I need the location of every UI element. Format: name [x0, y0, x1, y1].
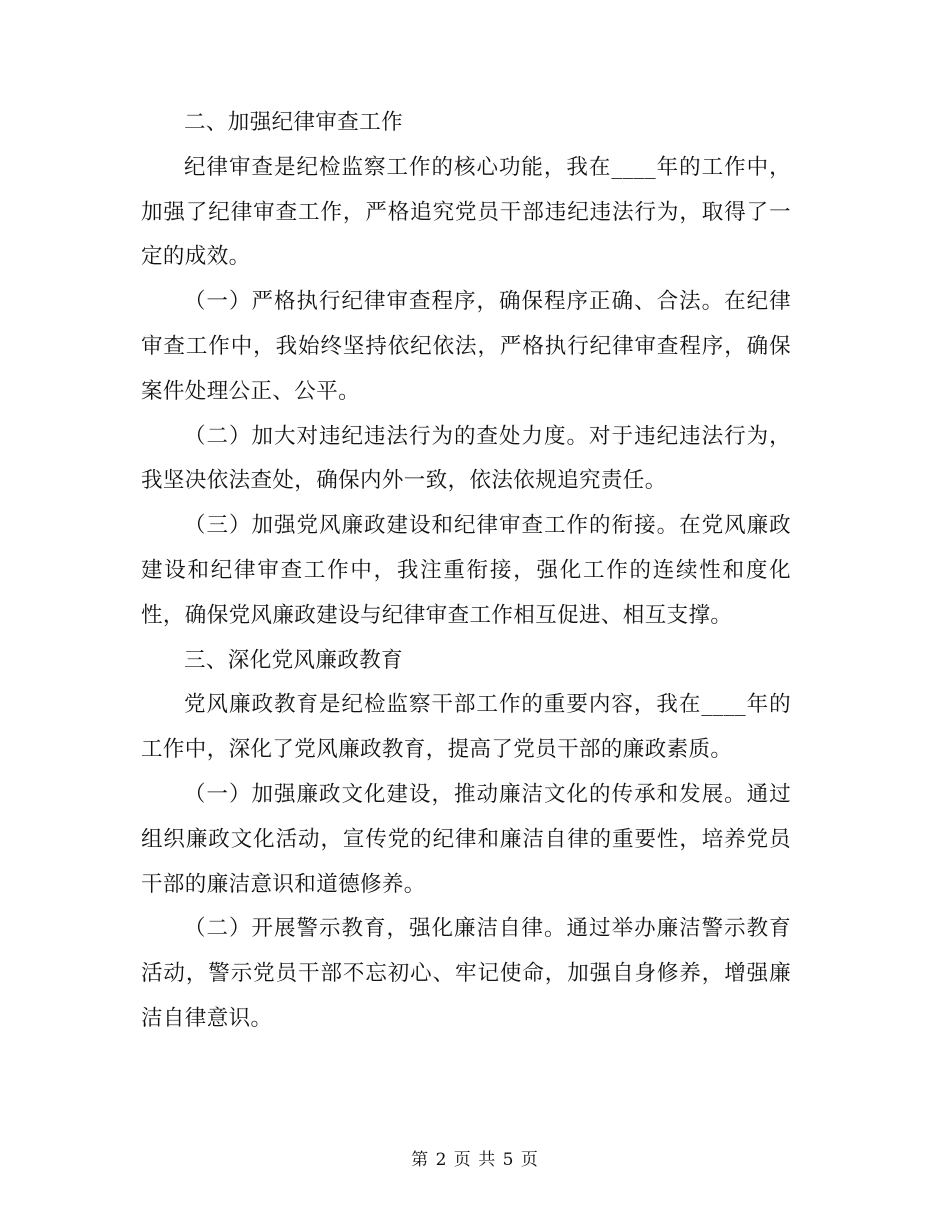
- page-number-footer: 第 2 页 共 5 页: [411, 1150, 539, 1170]
- paragraph: （一）严格执行纪律审查程序，确保程序正确、合法。在纪律审查工作中，我始终坚持依纪依法，严格执行纪律审查程序，确保案件处理公正、公平。: [141, 289, 791, 404]
- paragraph: 纪律审查是纪检监察工作的核心功能，我在____年的工作中，加强了纪律审查工作，严格追究党员干部违纪违法行为，取得了一定的成效。: [141, 154, 791, 270]
- paragraph: （一）加强廉政文化建设，推动廉洁文化的传承和发展。通过组织廉政文化活动，宣传党的纪律和廉洁自律的重要性，培养党员干部的廉洁意识和道德修养。: [141, 781, 791, 897]
- paragraph: （二）开展警示教育，强化廉洁自律。通过举办廉洁警示教育活动，警示党员干部不忘初心、牢记使命，加强自身修养，增强廉洁自律意识。: [141, 916, 791, 1031]
- section-heading-integrity-education: 三、深化党风廉政教育: [184, 647, 404, 673]
- document-body: [141, 101, 791, 1042]
- paragraph: （三）加强党风廉政建设和纪律审查工作的衔接。在党风廉政建设和纪律审查工作中，我注重衔接，强化工作的连续性和度化性，确保党风廉政建设与纪律审查工作相互促进、相互支撑。: [141, 513, 791, 628]
- paragraph: 党风廉政教育是纪检监察干部工作的重要内容，我在____年的工作中，深化了党风廉政教育，提高了党员干部的廉政素质。: [141, 692, 791, 763]
- section-heading-discipline-review: 二、加强纪律审查工作: [184, 110, 404, 135]
- paragraph: （二）加大对违纪违法行为的查处力度。对于违纪违法行为，我坚决依法查处，确保内外一致，依法依规追究责任。: [141, 423, 791, 494]
